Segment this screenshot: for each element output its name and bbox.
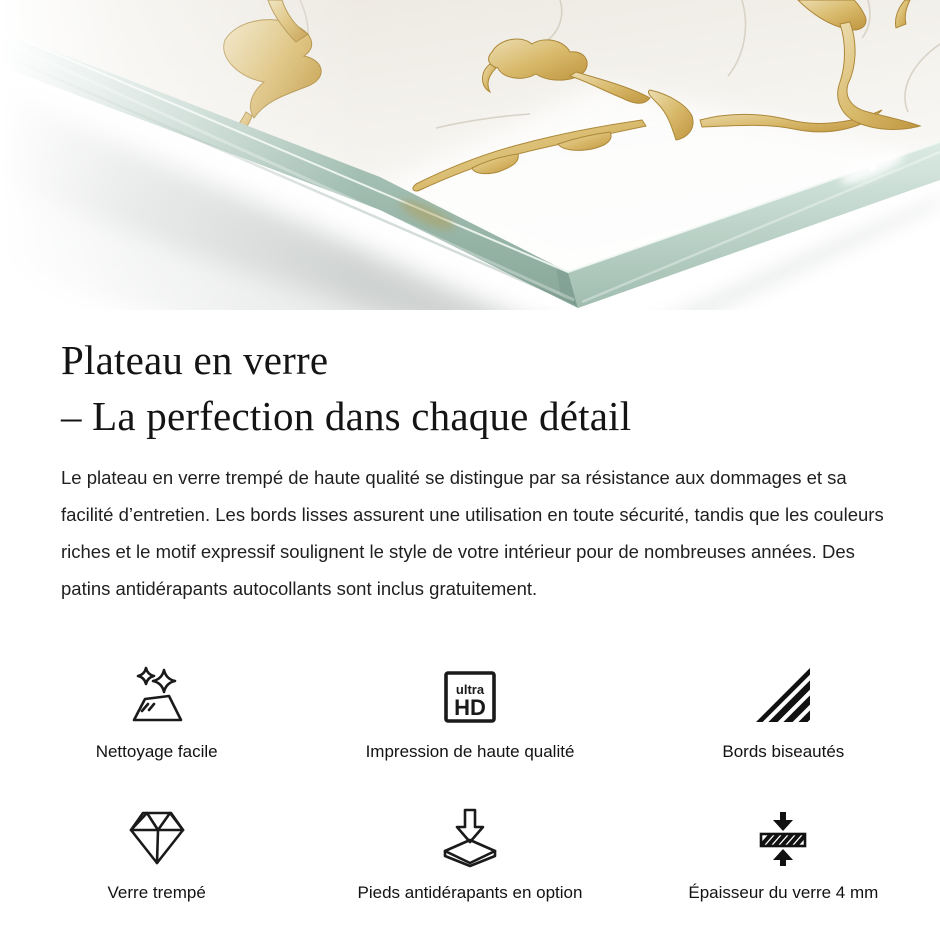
feature-beveled-edges [627, 653, 940, 762]
feature-anti-slip-feet [313, 794, 626, 903]
feature-high-quality-print [313, 653, 626, 762]
ultra-hd-icon [438, 663, 502, 727]
product-image-glass-panel [0, 0, 940, 310]
beveled-edges-icon [751, 663, 815, 727]
ultra-hd-text-bottom: HD [454, 695, 486, 720]
product-description: Le plateau en verre trempé de haute qualité se distingue par sa résistance aux dommages et sa facilité d’entretien. Les bords lisses assurent une utilisation en toute sécurité, tandis que les couleurs riches et le motif expressif soulignent le style de votre intérieur pour de nombreuses années. Des patins antidérapants autocollants sont inclus gratuitement. [61, 467, 884, 599]
feature-label: Impression de haute qualité [365, 742, 575, 761]
left-fade-overlay [0, 0, 360, 310]
glass-thickness-icon [751, 804, 815, 868]
feature-label: Nettoyage facile [95, 742, 218, 761]
glass-panel-illustration [0, 0, 940, 310]
feature-grid [0, 653, 940, 903]
feature-label: Épaisseur du verre 4 mm [688, 883, 879, 902]
title-line-1: Plateau en verre [61, 337, 329, 383]
title-line-2: – La perfection dans chaque détail [61, 393, 632, 439]
sparkle-clean-icon [125, 663, 189, 727]
feature-label: Verre trempé [107, 883, 206, 902]
feature-easy-cleaning [0, 653, 313, 762]
page-title [61, 332, 940, 444]
tempered-glass-diamond-icon [125, 804, 189, 868]
anti-slip-feet-icon [438, 804, 502, 868]
feature-label: Bords biseautés [722, 742, 845, 761]
feature-glass-thickness [627, 794, 940, 903]
feature-tempered-glass [0, 794, 313, 903]
ultra-hd-text-top: ultra [455, 682, 485, 697]
feature-label: Pieds antidérapants en option [357, 883, 583, 902]
